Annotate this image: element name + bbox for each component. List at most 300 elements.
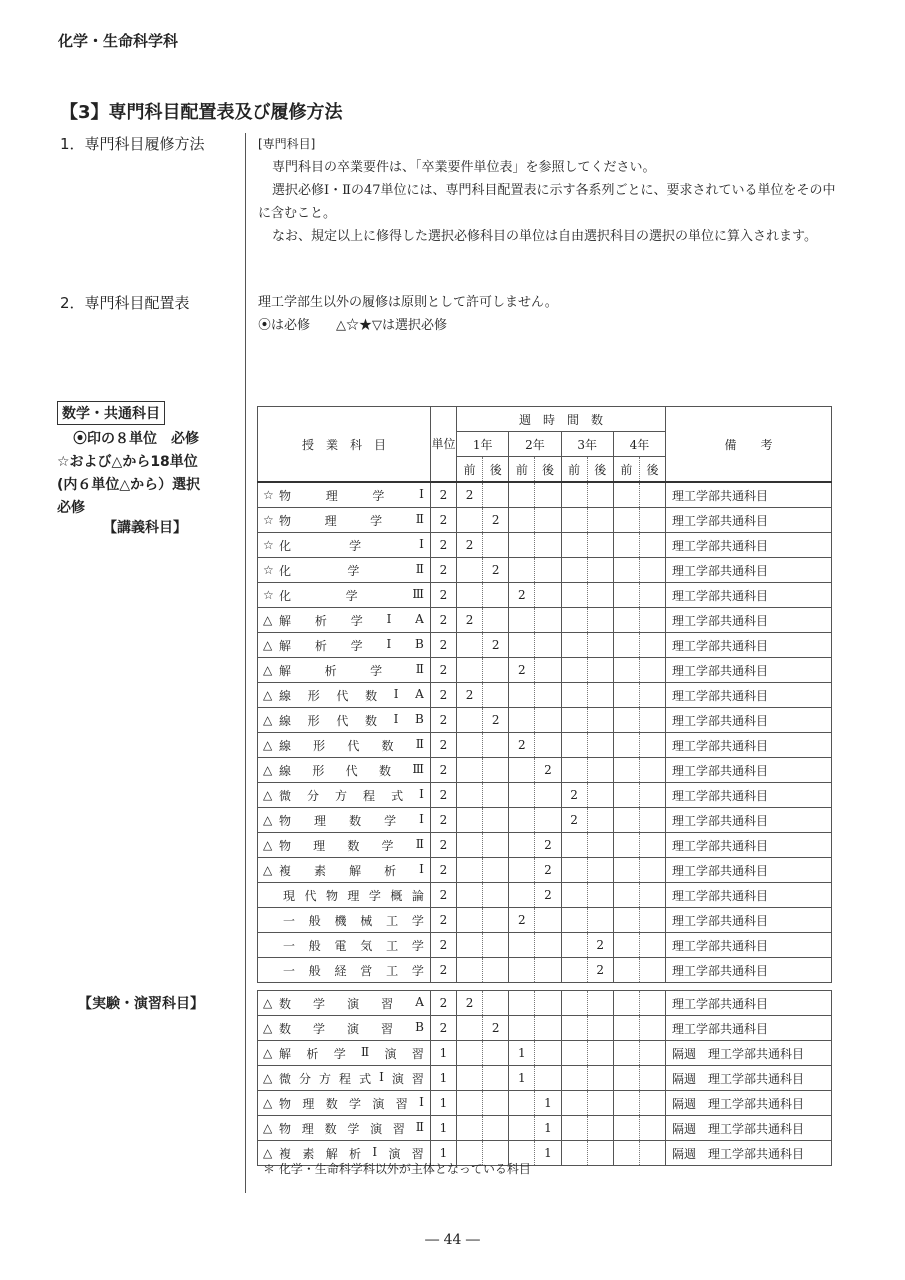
remarks-cell: 理工学部共通科目 bbox=[666, 558, 832, 583]
remarks-cell: 理工学部共通科目 bbox=[666, 482, 832, 508]
table-row bbox=[258, 858, 832, 883]
course-name-char: 演 bbox=[372, 1096, 385, 1111]
hours-cell: 2 bbox=[587, 958, 613, 983]
table-row bbox=[258, 991, 832, 1016]
course-name-char: 程 bbox=[363, 788, 376, 803]
course-name-char: 微 bbox=[279, 1071, 292, 1086]
paragraph: 選択必修Ⅰ・Ⅱの47単位には、専門科目配置表に示す各系列ごとに、要求されている単位をその中に含むこと。 bbox=[258, 183, 836, 221]
course-name-char: 代 bbox=[304, 888, 317, 903]
table-row bbox=[258, 908, 832, 933]
hours-cell bbox=[639, 908, 665, 933]
course-name-char: 般 bbox=[308, 963, 321, 978]
hours-cell bbox=[457, 908, 483, 933]
course-name-cell bbox=[258, 958, 431, 983]
hours-cell bbox=[639, 1041, 665, 1066]
category-box-label: 数学・共通科目 bbox=[57, 401, 165, 425]
table-row bbox=[258, 658, 832, 683]
course-name-char: Ⅰ bbox=[419, 536, 424, 551]
remarks-cell: 理工学部共通科目 bbox=[666, 1016, 832, 1041]
course-mark: △ bbox=[263, 813, 273, 827]
course-name-char: 素 bbox=[314, 863, 327, 878]
course-name-char: 代 bbox=[336, 713, 349, 728]
course-name bbox=[279, 1120, 430, 1137]
table-row bbox=[258, 883, 832, 908]
course-mark: △ bbox=[263, 638, 273, 652]
hours-cell bbox=[457, 883, 483, 908]
hours-cell bbox=[561, 583, 587, 608]
course-name-char: A bbox=[415, 686, 424, 701]
hours-cell bbox=[587, 533, 613, 558]
course-name-char: 工 bbox=[386, 963, 399, 978]
hours-cell bbox=[457, 658, 483, 683]
course-name-cell bbox=[258, 658, 431, 683]
course-name-char: 械 bbox=[360, 913, 373, 928]
hours-cell bbox=[639, 1016, 665, 1041]
hours-cell bbox=[561, 1091, 587, 1116]
course-name-char: Ⅰ bbox=[386, 611, 392, 626]
course-name-char: 習 bbox=[381, 1021, 394, 1036]
hours-cell bbox=[535, 933, 561, 958]
hours-cell bbox=[587, 908, 613, 933]
course-name-char: 学 bbox=[313, 996, 326, 1011]
unit-cell: 2 bbox=[430, 558, 456, 583]
course-name-cell bbox=[258, 808, 431, 833]
course-mark: △ bbox=[263, 688, 273, 702]
hours-cell bbox=[483, 583, 509, 608]
hours-cell bbox=[561, 758, 587, 783]
course-name-char: 気 bbox=[360, 938, 373, 953]
course-name-char: 解 bbox=[279, 1046, 292, 1061]
hours-cell: 2 bbox=[483, 708, 509, 733]
hours-cell bbox=[535, 908, 561, 933]
hours-cell bbox=[535, 633, 561, 658]
hours-cell bbox=[587, 883, 613, 908]
course-name-char: 学 bbox=[384, 813, 397, 828]
hours-cell bbox=[587, 1041, 613, 1066]
unit-cell: 2 bbox=[430, 958, 456, 983]
course-mark: △ bbox=[263, 1071, 273, 1085]
table-row bbox=[258, 508, 832, 533]
hours-cell bbox=[535, 658, 561, 683]
course-name-char: 形 bbox=[307, 688, 320, 703]
hours-cell: 2 bbox=[483, 633, 509, 658]
hours-cell bbox=[483, 808, 509, 833]
hours-cell bbox=[613, 1041, 639, 1066]
table-row bbox=[258, 808, 832, 833]
symbol-legend: ⦿は必修 △☆★▽は選択必修 bbox=[258, 318, 447, 333]
hours-cell bbox=[613, 958, 639, 983]
unit-cell: 2 bbox=[430, 991, 456, 1016]
header-year-1: 1年 bbox=[457, 432, 509, 457]
hours-cell bbox=[535, 608, 561, 633]
requirement-text bbox=[57, 428, 242, 520]
heading-course-method: 1．専門科目履修方法 bbox=[60, 135, 205, 153]
course-name bbox=[279, 887, 430, 904]
course-name-char: 学 bbox=[381, 838, 394, 853]
hours-cell bbox=[457, 733, 483, 758]
course-name-char: 化 bbox=[279, 538, 292, 553]
course-name-char: 物 bbox=[279, 513, 292, 528]
hours-cell bbox=[561, 482, 587, 508]
header-weekly-hours: 週 時 間 数 bbox=[457, 407, 666, 432]
requirement-line: 必修 bbox=[57, 500, 85, 516]
unit-cell: 2 bbox=[430, 858, 456, 883]
course-name-char: 線 bbox=[279, 763, 292, 778]
course-mark: △ bbox=[263, 613, 273, 627]
remarks-cell: 理工学部共通科目 bbox=[666, 933, 832, 958]
hours-cell bbox=[639, 708, 665, 733]
course-name-char: 物 bbox=[279, 813, 292, 828]
course-name-char: 分 bbox=[299, 1071, 312, 1086]
remarks-cell: 理工学部共通科目 bbox=[666, 508, 832, 533]
hours-cell bbox=[587, 733, 613, 758]
hours-cell bbox=[613, 683, 639, 708]
course-name-char: 概 bbox=[390, 888, 403, 903]
hours-cell bbox=[639, 533, 665, 558]
course-name-char: 学 bbox=[349, 1096, 362, 1111]
hours-cell bbox=[509, 958, 535, 983]
hours-cell bbox=[509, 683, 535, 708]
hours-cell bbox=[457, 858, 483, 883]
hours-cell bbox=[587, 858, 613, 883]
course-name bbox=[279, 787, 430, 804]
course-name-cell bbox=[258, 733, 431, 758]
course-name-char: Ⅱ bbox=[415, 1119, 424, 1134]
course-name-char: 理 bbox=[301, 1121, 314, 1136]
remarks-cell: 理工学部共通科目 bbox=[666, 683, 832, 708]
hours-cell bbox=[509, 783, 535, 808]
lecture-rows bbox=[258, 482, 832, 983]
header-second-semester: 後 bbox=[483, 457, 509, 483]
course-name bbox=[279, 912, 430, 929]
header-unit: 単位 bbox=[430, 407, 456, 483]
course-name-char: 学 bbox=[347, 563, 360, 578]
course-name-char: Ⅲ bbox=[412, 586, 424, 601]
hours-cell bbox=[483, 858, 509, 883]
hours-cell bbox=[535, 991, 561, 1016]
hours-cell bbox=[561, 958, 587, 983]
specialized-label: [専門科目] bbox=[258, 137, 316, 151]
course-name bbox=[279, 937, 430, 954]
course-name-cell bbox=[258, 933, 431, 958]
hours-cell bbox=[587, 808, 613, 833]
hours-cell bbox=[509, 808, 535, 833]
hours-cell bbox=[561, 733, 587, 758]
hours-cell bbox=[639, 1091, 665, 1116]
table-row bbox=[258, 1041, 832, 1066]
hours-cell bbox=[587, 783, 613, 808]
unit-cell: 2 bbox=[430, 633, 456, 658]
course-name-cell bbox=[258, 708, 431, 733]
remarks-cell: 理工学部共通科目 bbox=[666, 633, 832, 658]
hours-cell bbox=[639, 1141, 665, 1166]
table-row bbox=[258, 783, 832, 808]
course-name-char: 線 bbox=[279, 738, 292, 753]
hours-cell bbox=[587, 991, 613, 1016]
course-name-char: 物 bbox=[279, 1121, 292, 1136]
course-name-char: 電 bbox=[334, 938, 347, 953]
unit-cell: 2 bbox=[430, 583, 456, 608]
course-name bbox=[279, 1020, 430, 1037]
hours-cell bbox=[639, 758, 665, 783]
hours-cell bbox=[483, 833, 509, 858]
hours-cell bbox=[587, 758, 613, 783]
course-name-cell bbox=[258, 533, 431, 558]
hours-cell bbox=[535, 533, 561, 558]
hours-cell bbox=[587, 833, 613, 858]
course-name-char: 析 bbox=[314, 613, 327, 628]
hours-cell bbox=[457, 508, 483, 533]
hours-cell bbox=[639, 658, 665, 683]
course-name bbox=[279, 737, 430, 754]
hours-cell bbox=[613, 858, 639, 883]
hours-cell bbox=[509, 1016, 535, 1041]
hours-cell bbox=[483, 608, 509, 633]
course-name-char: 解 bbox=[325, 1146, 338, 1161]
course-name-char: 解 bbox=[279, 613, 292, 628]
course-method-text bbox=[258, 133, 838, 248]
remarks-cell: 理工学部共通科目 bbox=[666, 991, 832, 1016]
hours-cell bbox=[587, 583, 613, 608]
course-name-char: A bbox=[415, 611, 424, 626]
course-mark: △ bbox=[263, 763, 273, 777]
lecture-course-table bbox=[257, 406, 832, 983]
remarks-cell: 理工学部共通科目 bbox=[666, 608, 832, 633]
hours-cell bbox=[457, 833, 483, 858]
hours-cell bbox=[561, 933, 587, 958]
course-name-char: 素 bbox=[302, 1146, 315, 1161]
course-name-char: 学 bbox=[368, 888, 381, 903]
unit-cell: 1 bbox=[430, 1041, 456, 1066]
heading-course-table: 2．専門科目配置表 bbox=[60, 294, 190, 312]
hours-cell bbox=[587, 558, 613, 583]
hours-cell bbox=[483, 1066, 509, 1091]
hours-cell bbox=[561, 658, 587, 683]
course-name-char: 習 bbox=[392, 1121, 405, 1136]
hours-cell bbox=[509, 558, 535, 583]
hours-cell: 2 bbox=[457, 608, 483, 633]
course-name-char: Ⅱ bbox=[415, 736, 424, 751]
hours-cell bbox=[613, 1091, 639, 1116]
hours-cell bbox=[561, 508, 587, 533]
course-mark: ☆ bbox=[263, 588, 274, 602]
hours-cell bbox=[613, 633, 639, 658]
course-mark: △ bbox=[263, 1096, 273, 1110]
course-name-cell bbox=[258, 858, 431, 883]
table-row bbox=[258, 1116, 832, 1141]
remarks-cell: 理工学部共通科目 bbox=[666, 758, 832, 783]
course-name bbox=[279, 662, 430, 679]
course-name-char: Ⅰ bbox=[419, 811, 424, 826]
hours-cell bbox=[457, 708, 483, 733]
hours-cell bbox=[613, 733, 639, 758]
course-name-char: 形 bbox=[313, 738, 326, 753]
course-name-char: 学 bbox=[349, 538, 362, 553]
course-name-char: 習 bbox=[395, 1096, 408, 1111]
course-mark: △ bbox=[263, 996, 273, 1010]
course-name-char: 析 bbox=[306, 1046, 319, 1061]
hours-cell bbox=[457, 1091, 483, 1116]
hours-cell bbox=[613, 933, 639, 958]
course-name-char: 線 bbox=[279, 713, 292, 728]
course-name-char: 数 bbox=[365, 688, 378, 703]
remarks-cell: 理工学部共通科目 bbox=[666, 533, 832, 558]
hours-cell bbox=[457, 1066, 483, 1091]
hours-cell bbox=[457, 783, 483, 808]
course-name-char: 理 bbox=[313, 838, 326, 853]
course-name-char: 方 bbox=[335, 788, 348, 803]
course-name-char: 解 bbox=[279, 638, 292, 653]
course-name-char: 学 bbox=[411, 938, 424, 953]
hours-cell bbox=[561, 991, 587, 1016]
course-name-char: 学 bbox=[333, 1046, 346, 1061]
hours-cell bbox=[613, 1016, 639, 1041]
course-name-cell bbox=[258, 991, 431, 1016]
hours-cell bbox=[483, 783, 509, 808]
unit-cell: 1 bbox=[430, 1091, 456, 1116]
hours-cell: 2 bbox=[509, 733, 535, 758]
course-mark: △ bbox=[263, 788, 273, 802]
hours-cell: 2 bbox=[483, 508, 509, 533]
course-name-char: 一 bbox=[283, 913, 296, 928]
remarks-cell: 理工学部共通科目 bbox=[666, 908, 832, 933]
course-name-char: 般 bbox=[308, 938, 321, 953]
hours-cell bbox=[613, 708, 639, 733]
course-name bbox=[279, 1070, 430, 1087]
course-name-cell bbox=[258, 482, 431, 508]
hours-cell bbox=[509, 833, 535, 858]
hours-cell bbox=[457, 1016, 483, 1041]
hours-cell bbox=[587, 708, 613, 733]
remarks-cell: 理工学部共通科目 bbox=[666, 833, 832, 858]
hours-cell bbox=[639, 633, 665, 658]
course-name-char: 理 bbox=[325, 488, 338, 503]
hours-cell bbox=[509, 758, 535, 783]
course-name-char: 物 bbox=[279, 838, 292, 853]
hours-cell bbox=[483, 883, 509, 908]
hours-cell bbox=[457, 933, 483, 958]
unit-cell: 2 bbox=[430, 1016, 456, 1041]
unit-cell: 1 bbox=[430, 1116, 456, 1141]
course-name-cell bbox=[258, 508, 431, 533]
hours-cell bbox=[639, 958, 665, 983]
hours-cell bbox=[483, 683, 509, 708]
course-name-char: 理 bbox=[302, 1096, 315, 1111]
course-name-char: Ⅱ bbox=[415, 836, 424, 851]
hours-cell: 1 bbox=[535, 1091, 561, 1116]
hours-cell bbox=[561, 533, 587, 558]
course-name-char: 化 bbox=[279, 563, 292, 578]
course-name-char: 解 bbox=[349, 863, 362, 878]
hours-cell bbox=[587, 608, 613, 633]
hours-cell bbox=[509, 883, 535, 908]
course-name-char: 学 bbox=[350, 638, 363, 653]
unit-cell: 2 bbox=[430, 733, 456, 758]
hours-cell bbox=[587, 1016, 613, 1041]
course-name-char: 線 bbox=[279, 688, 292, 703]
course-name bbox=[279, 995, 430, 1012]
hours-cell bbox=[561, 633, 587, 658]
hours-cell bbox=[483, 1091, 509, 1116]
course-name bbox=[279, 762, 430, 779]
restriction-note: 理工学部生以外の履修は原則として許可しません。 bbox=[258, 295, 558, 310]
course-name-char: 演 bbox=[347, 996, 360, 1011]
table-row bbox=[258, 558, 832, 583]
unit-cell: 2 bbox=[430, 708, 456, 733]
course-name-char: 析 bbox=[324, 663, 337, 678]
course-name-char: 数 bbox=[324, 1121, 337, 1136]
hours-cell bbox=[535, 508, 561, 533]
hours-cell bbox=[613, 783, 639, 808]
course-name-cell bbox=[258, 683, 431, 708]
course-name-char: 学 bbox=[411, 913, 424, 928]
hours-cell bbox=[561, 683, 587, 708]
course-name-char: 工 bbox=[386, 938, 399, 953]
hours-cell: 2 bbox=[509, 908, 535, 933]
course-name-cell bbox=[258, 1066, 431, 1091]
hours-cell bbox=[639, 933, 665, 958]
hours-cell bbox=[561, 1016, 587, 1041]
course-name-char: 営 bbox=[360, 963, 373, 978]
hours-cell: 2 bbox=[561, 783, 587, 808]
hours-cell: 2 bbox=[457, 683, 483, 708]
hours-cell bbox=[509, 1091, 535, 1116]
unit-cell: 2 bbox=[430, 808, 456, 833]
course-name-cell bbox=[258, 558, 431, 583]
hours-cell bbox=[613, 482, 639, 508]
course-name-char: Ⅰ bbox=[419, 486, 424, 501]
course-name-char: 析 bbox=[349, 1146, 362, 1161]
course-name-char: Ⅰ bbox=[393, 711, 399, 726]
course-name-char: 代 bbox=[336, 688, 349, 703]
course-name-char: Ⅱ bbox=[415, 561, 424, 576]
course-name-char: 演 bbox=[347, 1021, 360, 1036]
hours-cell bbox=[509, 708, 535, 733]
course-name-char: 物 bbox=[279, 488, 292, 503]
course-name-cell bbox=[258, 608, 431, 633]
paragraph: なお、規定以上に修得した選択必修科目の単位は自由選択科目の選択の単位に算入されます。 bbox=[272, 229, 817, 244]
hours-cell bbox=[639, 858, 665, 883]
remarks-cell: 隔週 理工学部共通科目 bbox=[666, 1141, 832, 1166]
course-mark: △ bbox=[263, 1021, 273, 1035]
hours-cell bbox=[639, 583, 665, 608]
hours-cell bbox=[587, 1141, 613, 1166]
hours-cell bbox=[483, 758, 509, 783]
course-name bbox=[279, 812, 430, 829]
hours-cell bbox=[613, 883, 639, 908]
hours-cell: 2 bbox=[483, 1016, 509, 1041]
hours-cell: 2 bbox=[535, 758, 561, 783]
hours-cell bbox=[639, 683, 665, 708]
hours-cell bbox=[483, 958, 509, 983]
course-name bbox=[279, 712, 430, 729]
hours-cell: 1 bbox=[509, 1041, 535, 1066]
hours-cell bbox=[639, 558, 665, 583]
hours-cell: 2 bbox=[561, 808, 587, 833]
hours-cell bbox=[613, 1116, 639, 1141]
course-name-cell bbox=[258, 1116, 431, 1141]
requirement-line: ⦿印の８単位 必修 bbox=[73, 431, 199, 447]
hours-cell bbox=[639, 508, 665, 533]
course-name-char: 習 bbox=[411, 1146, 424, 1161]
hours-cell bbox=[639, 608, 665, 633]
remarks-cell: 理工学部共通科目 bbox=[666, 808, 832, 833]
unit-cell: 2 bbox=[430, 833, 456, 858]
table-row bbox=[258, 533, 832, 558]
unit-cell: 1 bbox=[430, 1141, 456, 1166]
remarks-cell: 隔週 理工学部共通科目 bbox=[666, 1066, 832, 1091]
course-name-cell bbox=[258, 1041, 431, 1066]
